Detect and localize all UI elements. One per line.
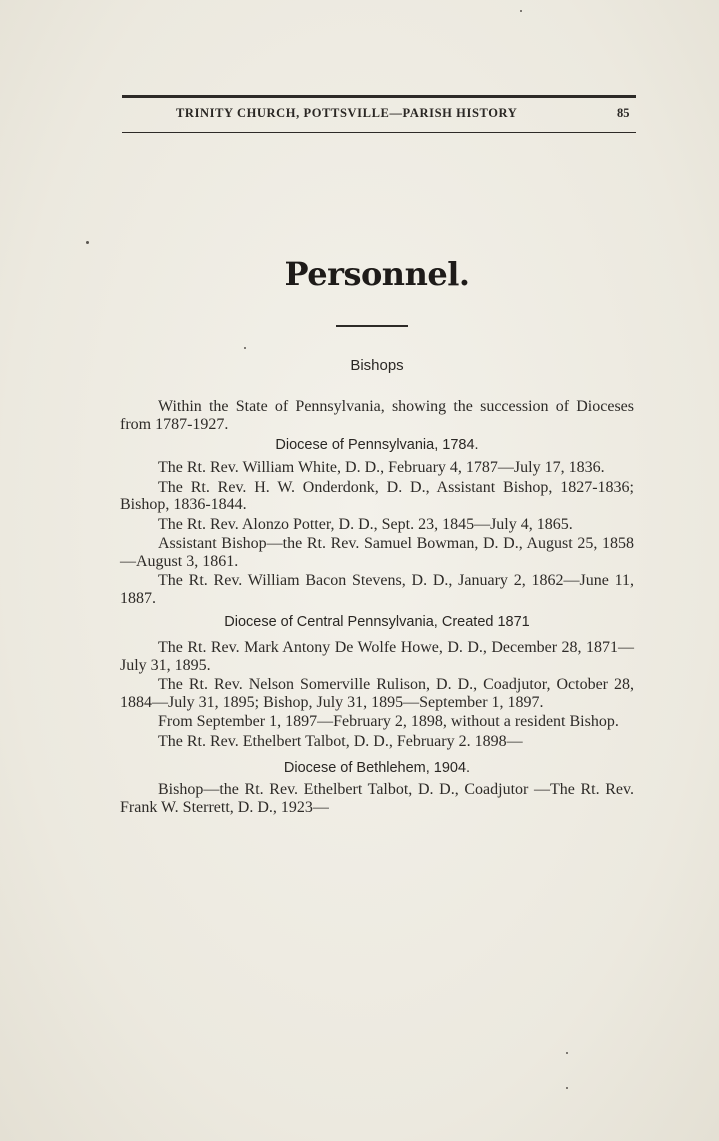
page-number: 85 [617, 106, 630, 120]
bishop-entry: The Rt. Rev. William Bacon Stevens, D. D., January 2, 1862—June 11, 1887. [120, 572, 634, 607]
diocese-heading: Diocese of Central Pennsylvania, Created 1871 [224, 614, 530, 630]
paper-speck [520, 10, 522, 12]
bishop-entry: From September 1, 1897—February 2, 1898, without a resident Bishop. [158, 713, 619, 730]
diocese-heading: Diocese of Bethlehem, 1904. [283, 760, 471, 776]
intro-paragraph: Within the State of Pennsylvania, showing the succession of Dioceses from 1787-1927. [120, 398, 634, 433]
section-heading: Bishops [350, 357, 404, 374]
page-body [120, 398, 634, 818]
title-divider [336, 325, 408, 327]
page-title: Personnel. [284, 255, 470, 293]
bishop-entry: Assistant Bishop—the Rt. Rev. Samuel Bowman, D. D., August 25, 1858—August 3, 1861. [120, 535, 634, 570]
header-rule-top [122, 95, 636, 98]
bishop-entry: The Rt. Rev. Alonzo Potter, D. D., Sept. 23, 1845—July 4, 1865. [158, 515, 573, 533]
bishop-entry: The Rt. Rev. William White, D. D., February 4, 1787—July 17, 1836. [158, 459, 605, 476]
diocese-heading: Diocese of Pennsylvania, 1784. [275, 437, 479, 453]
bishop-entry: The Rt. Rev. H. W. Onderdonk, D. D., Assistant Bishop, 1827-1836; Bishop, 1836-1844. [120, 478, 634, 513]
bishop-entry: The Rt. Rev. Nelson Somerville Rulison, D. D., Coadjutor, October 28, 1884—July 31, 1895; Bishop, July 31, 1895—September 1, 1897. [120, 676, 634, 711]
paper-speck [244, 347, 246, 349]
header-rule-bottom [122, 132, 636, 133]
running-head: TRINITY CHURCH, POTTSVILLE—PARISH HISTORY [176, 106, 518, 120]
bishop-entry: Bishop—the Rt. Rev. Ethelbert Talbot, D. D., Coadjutor —The Rt. Rev. Frank W. Sterrett, D. D., 1923— [120, 781, 634, 816]
paper-speck [566, 1052, 568, 1054]
bishop-entry: The Rt. Rev. Ethelbert Talbot, D. D., February 2. 1898— [158, 732, 523, 750]
bishop-entry: The Rt. Rev. Mark Antony De Wolfe Howe, D. D., December 28, 1871—July 31, 1895. [120, 639, 634, 674]
paper-speck [566, 1087, 568, 1089]
paper-speck [86, 241, 89, 244]
